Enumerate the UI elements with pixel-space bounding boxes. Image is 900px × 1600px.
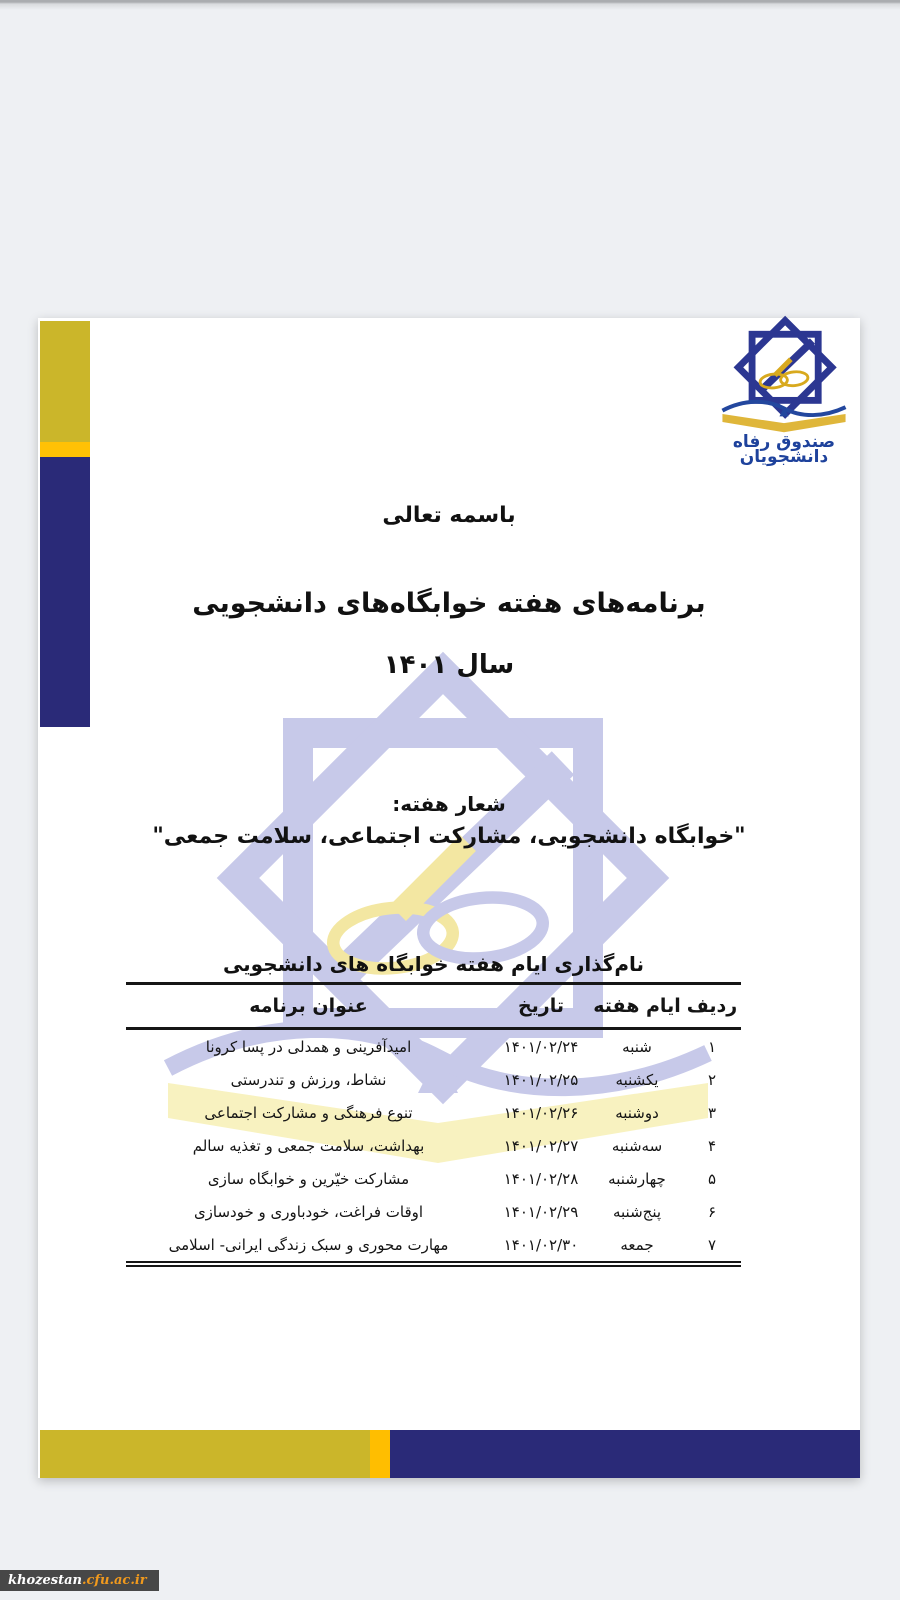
row-program: مشارکت خیّرین و خوابگاه سازی [207,1169,410,1188]
row-program: اوقات فراغت، خودباوری و خودسازی [193,1202,424,1221]
left-yellow-block [40,321,90,442]
header-program: عنوان برنامه [249,995,368,1017]
row-program: مهارت محوری و سبک زندگی ایرانی- اسلامی [168,1235,449,1254]
logo-text-line2: دانشجویان [739,447,829,467]
row-day: جمعه [620,1235,654,1254]
row-num: ۷ [707,1235,717,1254]
row-num: ۲ [707,1070,717,1089]
row-num: ۴ [707,1136,717,1155]
header-num: ردیف [686,995,738,1017]
bottom-bar-navy-segment [390,1430,860,1478]
site-url-badge [0,1570,159,1591]
table-row [126,1228,741,1261]
row-num: ۶ [707,1202,717,1221]
document-title: برنامه‌های هفته خوابگاه‌های دانشجویی [192,588,706,619]
row-num: ۳ [707,1103,717,1122]
left-navy-block [40,457,90,727]
row-day: دوشنبه [615,1103,659,1122]
row-num: ۱ [707,1037,717,1056]
row-day: سه‌شنبه [611,1136,663,1155]
row-date: ۱۴۰۱/۰۲/۳۰ [503,1235,579,1254]
table-row [126,1162,741,1195]
row-day: چهارشنبه [608,1169,666,1188]
row-program: تنوع فرهنگی و مشارکت اجتماعی [204,1103,413,1122]
basmala-heading: باسمه تعالی [382,503,516,528]
table-row [126,1096,741,1129]
welfare-fund-emblem-icon [726,324,842,438]
row-day: یکشنبه [615,1070,659,1089]
bottom-bar-yellow-segment [40,1430,370,1478]
student-welfare-fund-logo [726,324,842,468]
table-row [126,1129,741,1162]
document-page [38,318,860,1478]
site-url-suffix: .cfu.ac.ir [81,1573,147,1588]
logo-text-line1: صندوق رفاه [732,432,836,452]
row-date: ۱۴۰۱/۰۲/۲۸ [503,1169,579,1188]
slogan-text: "خوابگاه دانشجویی، مشارکت اجتماعی، سلامت جمعی" [152,824,746,849]
table-row [126,1195,741,1228]
row-date: ۱۴۰۱/۰۲/۲۴ [503,1037,579,1056]
table-title: نام‌گذاری ایام هفته خوابگاه های دانشجویی [222,952,645,976]
row-date: ۱۴۰۱/۰۲/۲۶ [503,1103,579,1122]
week-days-table [126,982,741,1267]
row-date: ۱۴۰۱/۰۲/۲۹ [503,1202,579,1221]
site-url-prefix: khozestan [8,1573,82,1588]
table-row [126,1063,741,1096]
row-program: امیدآفرینی و همدلی در پسا کرونا [205,1037,412,1056]
row-date: ۱۴۰۱/۰۲/۲۷ [503,1136,579,1155]
table-header-row [126,985,741,1030]
row-day: پنج‌شنبه [612,1202,662,1221]
row-num: ۵ [707,1169,717,1188]
slogan-label: شعار هفته: [392,792,506,816]
row-program: نشاط، ورزش و تندرستی [230,1070,387,1089]
header-date: تاریخ [517,995,565,1017]
bottom-bar-amber-segment [370,1430,390,1478]
bottom-decorative-bar [40,1430,860,1478]
left-amber-strip [40,442,90,457]
header-day: ایام هفته [593,995,681,1017]
year-heading: سال ۱۴۰۱ [383,650,515,680]
table-row [126,1030,741,1063]
row-program: بهداشت، سلامت جمعی و تغذیه سالم [192,1136,425,1155]
row-date: ۱۴۰۱/۰۲/۲۵ [503,1070,579,1089]
row-day: شنبه [622,1037,652,1056]
top-shadow-strip [0,0,900,10]
